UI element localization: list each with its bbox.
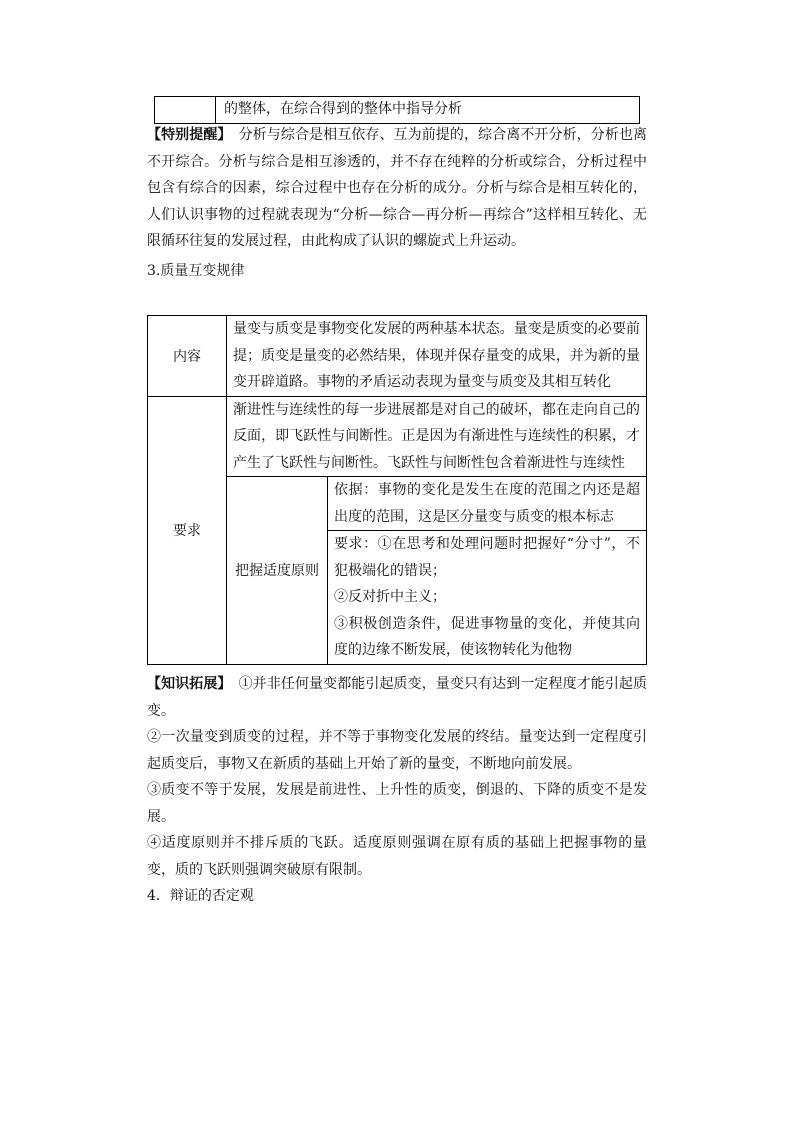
special-reminder-paragraph [147,122,647,255]
reminder-label: 【特别提醒】 [147,127,225,143]
requirement-item-1: 要求：①在思考和处理问题时把握好“分寸”，不犯极端化的错误； [334,536,640,579]
quantity-quality-table [147,315,647,665]
reminder-text: 分析与综合是相互依存、互为前提的，综合离不开分析，分析也离不开综合。分析与综合是相互渗透的，并不存在纯粹的分析或综合，分析过程中包含有综合的因素，综合过程中也存在分析的成分。分析与综合是相互转化的，人们认识事物的过程就表现为“分析—综合—再分析—再综合”这样相互转化、无限循环往复的发展过程，由此构成了认识的螺旋式上升运动。 [147,127,647,249]
continued-table [154,96,640,124]
sub-label-moderation: 把握适度原则 [227,477,328,665]
content-text: 量变与质变是事物变化发展的两种基本状态。量变是质变的必要前提；质变是量变的必然结果，体现并保存量变的成果，并为新的量变开辟道路。事物的矛盾运动表现为量变与质变及其相互转化 [227,316,647,397]
row-label-requirements: 要求 [148,396,227,664]
table-row-content [148,316,647,397]
requirements-text: 渐进性与连续性的每一步进展都是对自己的破坏，都在走向自己的反面，即飞跃性与间断性。正是因为有渐进性与连续性的积累，才产生了飞跃性与间断性。飞跃性与间断性包含着渐进性与连续性 [227,396,647,477]
table-row [155,97,640,124]
section-4-title: 4．辩证的否定观 [147,888,254,904]
knowledge-item-1 [147,671,647,724]
section-3-title: 3.质量互变规律 [147,263,245,279]
table-cell-text: 的整体，在综合得到的整体中指导分析 [216,97,640,124]
knowledge-item-3: ③质变不等于发展，发展是前进性、上升性的质变，倒退的、下降的质变不是发展。 [147,782,647,825]
knowledge-item-1-text: ①并非任何量变都能引起质变，量变只有达到一定程度才能引起质变。 [147,676,647,719]
knowledge-extension [147,671,647,910]
requirements-list [328,531,647,665]
table-row-requirements [148,396,647,477]
table-cell-empty [155,97,216,124]
requirement-item-2: ②反对折中主义； [334,589,446,605]
row-label-content: 内容 [148,316,227,397]
knowledge-item-4: ④适度原则并不排斥质的飞跃。适度原则强调在原有质的基础上把握事物的量变，质的飞跃则强调突破原有限制。 [147,835,647,878]
requirement-item-3: ③积极创造条件，促进事物量的变化，并使其向度的边缘不断发展，使该物转化为他物 [334,615,640,658]
knowledge-label: 【知识拓展】 [147,676,225,692]
basis-text: 依据：事物的变化是发生在度的范围之内还是超出度的范围，这是区分量变与质变的根本标志 [328,477,647,531]
knowledge-item-2: ②一次量变到质变的过程，并不等于事物变化发展的终结。量变达到一定程度引起质变后，事物又在新质的基础上开始了新的量变，不断地向前发展。 [147,729,647,772]
